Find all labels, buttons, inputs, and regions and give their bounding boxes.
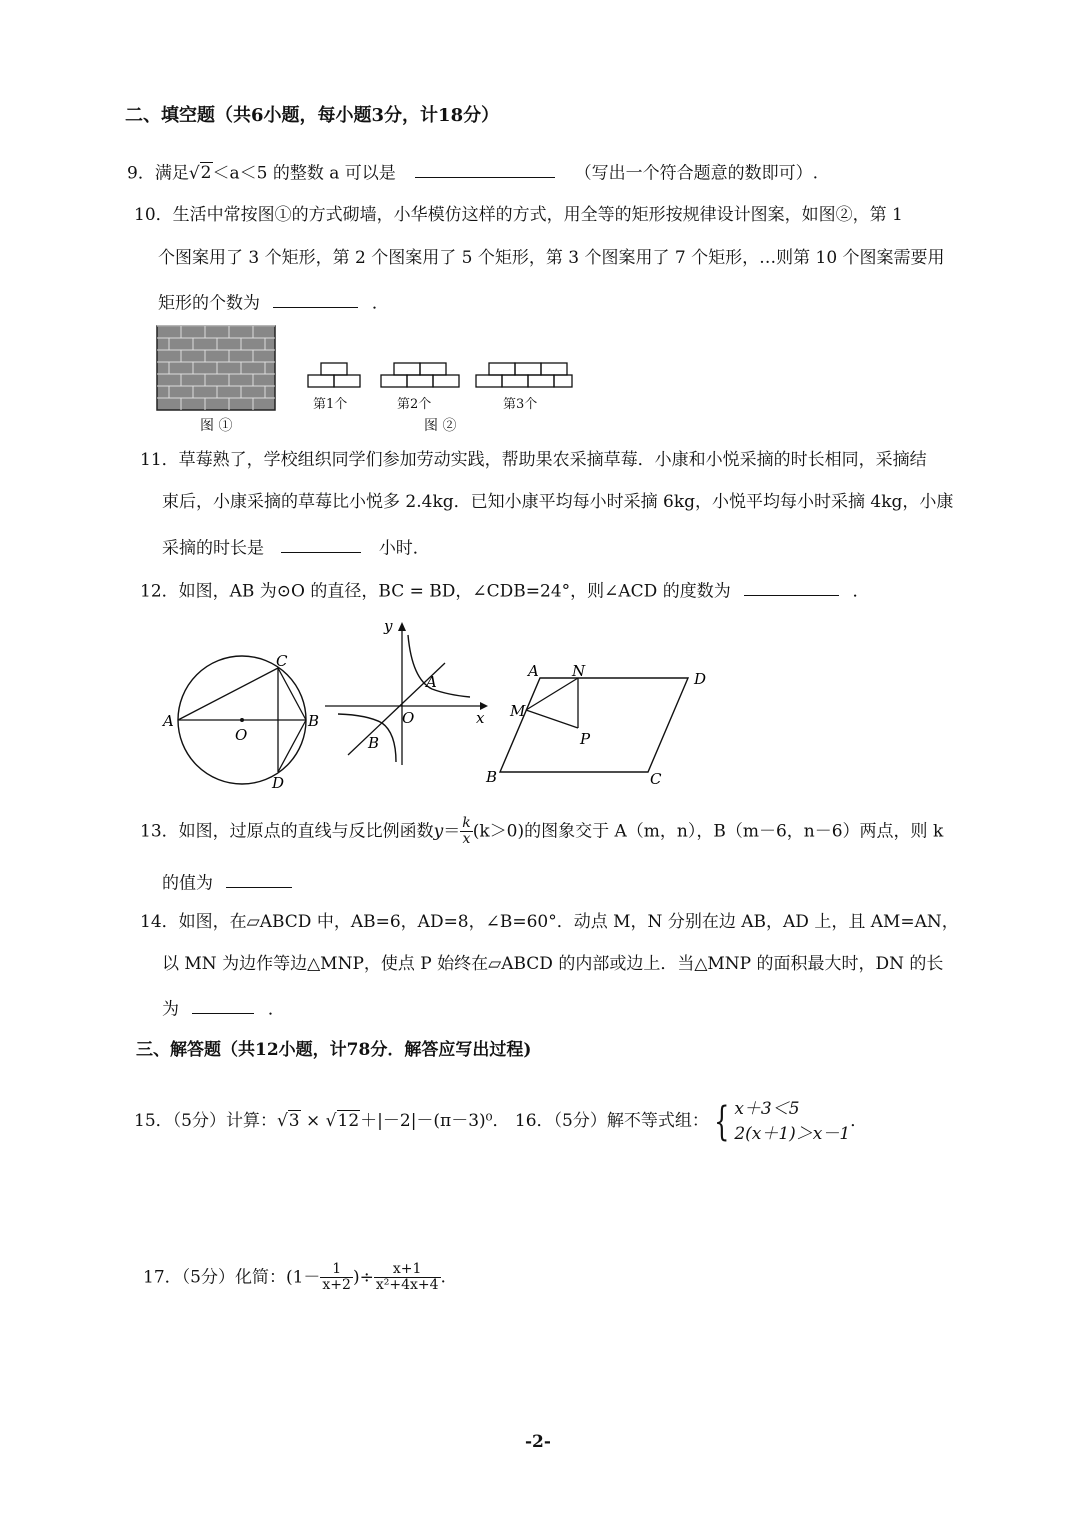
q9-text-c: （写出一个符合题意的数即可）. [574,163,819,184]
q13-text-b: (k＞0)的图象交于 A（m，n），B（m－6，n－6）两点，则 k [472,821,944,842]
question-15-16: 15．（5分）计算：√3 × √12＋|－2|－(π－3)⁰． 16．（5分）解不等式组： { x＋3＜5 2(x＋1)＞x－1 ． [134,1098,868,1145]
answer-blank-13[interactable] [226,872,292,888]
circle-label-D: D [272,774,285,792]
pattern-label-2: 第2个 [397,397,432,412]
brick-wall-figure [156,325,276,411]
q11-line3-end: 小时． [378,538,430,559]
para-label-A: A [528,662,539,680]
question-11-line3 [162,537,430,557]
question-13: 13．如图，过原点的直线与反比例函数y＝ $\frac{k}{x}$ (k＞0)的图象交于 A（m，n），B（m－6，n－6）两点，则 k [140,815,944,848]
answer-blank-14[interactable] [192,998,254,1014]
q15-label: 15．（5分）计算： [134,1111,277,1132]
q17-fraction-1: $\frac{1}{x+2}$ [322,1261,351,1294]
rectangle-pattern-figure [305,360,575,392]
answer-blank-12[interactable] [744,580,839,596]
para-label-N: N [572,662,586,680]
q10-line3-end: ． [371,293,389,314]
q10-line2: 个图案用了 3 个矩形，第 2 个图案用了 5 个矩形，第 3 个图案用了 7 个矩形，…则第 10 个图案需要用 [158,248,945,268]
q11-line3-text: 采摘的时长是 [162,538,264,559]
parallelogram-figure [480,660,715,790]
q13-text-a: 13．如图，过原点的直线与反比例函数 [140,821,434,842]
pattern-label-3: 第3个 [503,397,538,412]
para-label-P: P [580,730,591,748]
q17-fraction-2: $\frac{x+1}{\text{x²+4x+4}}$ [375,1261,439,1294]
q16-label: 16．（5分）解不等式组： [514,1111,709,1132]
pattern2-rect [394,363,420,375]
question-17: 17．（5分）化简：(1－ $\frac{1}{x+2}$ )÷ $\frac{x+1}{\text{x²+4x+4}}$ . [143,1261,446,1294]
q13-line2-text: 的值为 [162,873,213,894]
q12-text: 12．如图，AB 为⊙O 的直径，BC = BD，∠CDB=24°，则∠ACD 的度数为 [140,581,731,602]
q11-line1: 11．草莓熟了，学校组织同学们参加劳动实践，帮助果农采摘草莓．小康和小悦采摘的时长相同，采摘结 [140,450,927,470]
q16-end: ． [850,1111,868,1132]
section-3-title: 三、解答题（共12小题，计78分．解答应写出过程) [136,1040,532,1060]
q11-line2: 束后，小康采摘的草莓比小悦多 2.4kg．已知小康平均每小时采摘 6kg，小悦平均每小时采摘 4kg，小康 [162,492,954,512]
origin-label: O [402,709,415,727]
circle-label-C: C [276,652,288,670]
pattern1-rect [321,363,347,375]
axis-label-y: y [384,617,393,635]
answer-blank-10[interactable] [273,292,358,308]
q13-fraction: $\frac{k}{x}$ [462,815,471,848]
axis-label-x: x [476,709,485,727]
question-14-line3 [162,998,285,1018]
q12-end: ． [852,581,870,602]
circle-figure [160,650,330,795]
para-label-M: M [510,702,526,720]
q9-text-a: 满足 [154,163,189,184]
q17-label: 17．（5分）化简： [143,1267,286,1288]
q14-line3-end: ． [267,999,285,1020]
page-number: -2- [525,1432,551,1452]
point-label-B: B [368,734,380,752]
fig2-caption: 图 ② [424,418,457,434]
circle-label-O: O [235,726,248,744]
answer-blank-11[interactable] [281,537,361,553]
pattern-label-1: 第1个 [313,397,348,412]
q10-line1: 10．生活中常按图①的方式砌墙，小华模仿这样的方式，用全等的矩形按规律设计图案，如图②，第 1 [134,205,903,225]
question-10-line3 [158,292,389,312]
answer-blank-9[interactable] [415,162,555,178]
hyperbola-figure [320,617,495,767]
q15-expr: ＋|－2|－(π－3)⁰． [360,1111,510,1132]
para-label-B: B [486,768,498,786]
q16-inequality-2: 2(x＋1)＞x－1 [734,1123,851,1144]
point-label-A: A [426,673,437,691]
para-label-D: D [694,670,707,688]
question-9: 9．满足√2＜a＜5 的整数 a 可以是 （写出一个符合题意的数即可）. [127,163,819,184]
q16-inequality-1: x＋3＜5 [734,1099,800,1119]
q14-line3-text: 为 [162,999,179,1020]
q14-line1: 14．如图，在▱ABCD 中，AB=6，AD=8，∠B=60°．动点 M，N 分别在边 AB，AD 上，且 AM=AN， [140,912,959,932]
q9-radicand: 2 [200,163,212,184]
question-12 [140,580,870,600]
circle-label-B: B [308,712,320,730]
q9-number: 9． [127,163,155,184]
q10-line3-text: 矩形的个数为 [158,293,260,314]
para-label-C: C [650,770,662,788]
fig1-caption: 图 ① [200,418,233,434]
q14-line2: 以 MN 为边作等边△MNP，使点 P 始终在▱ABCD 的内部或边上．当△MNP 的面积最大时，DN 的长 [162,954,944,974]
question-13-line2 [162,872,300,892]
section-2-title: 二、填空题（共6小题，每小题3分，计18分） [125,105,500,126]
q9-text-b: ＜a＜5 的整数 a 可以是 [212,163,396,184]
pattern3-rect [489,363,515,375]
circle-label-A: A [163,712,174,730]
